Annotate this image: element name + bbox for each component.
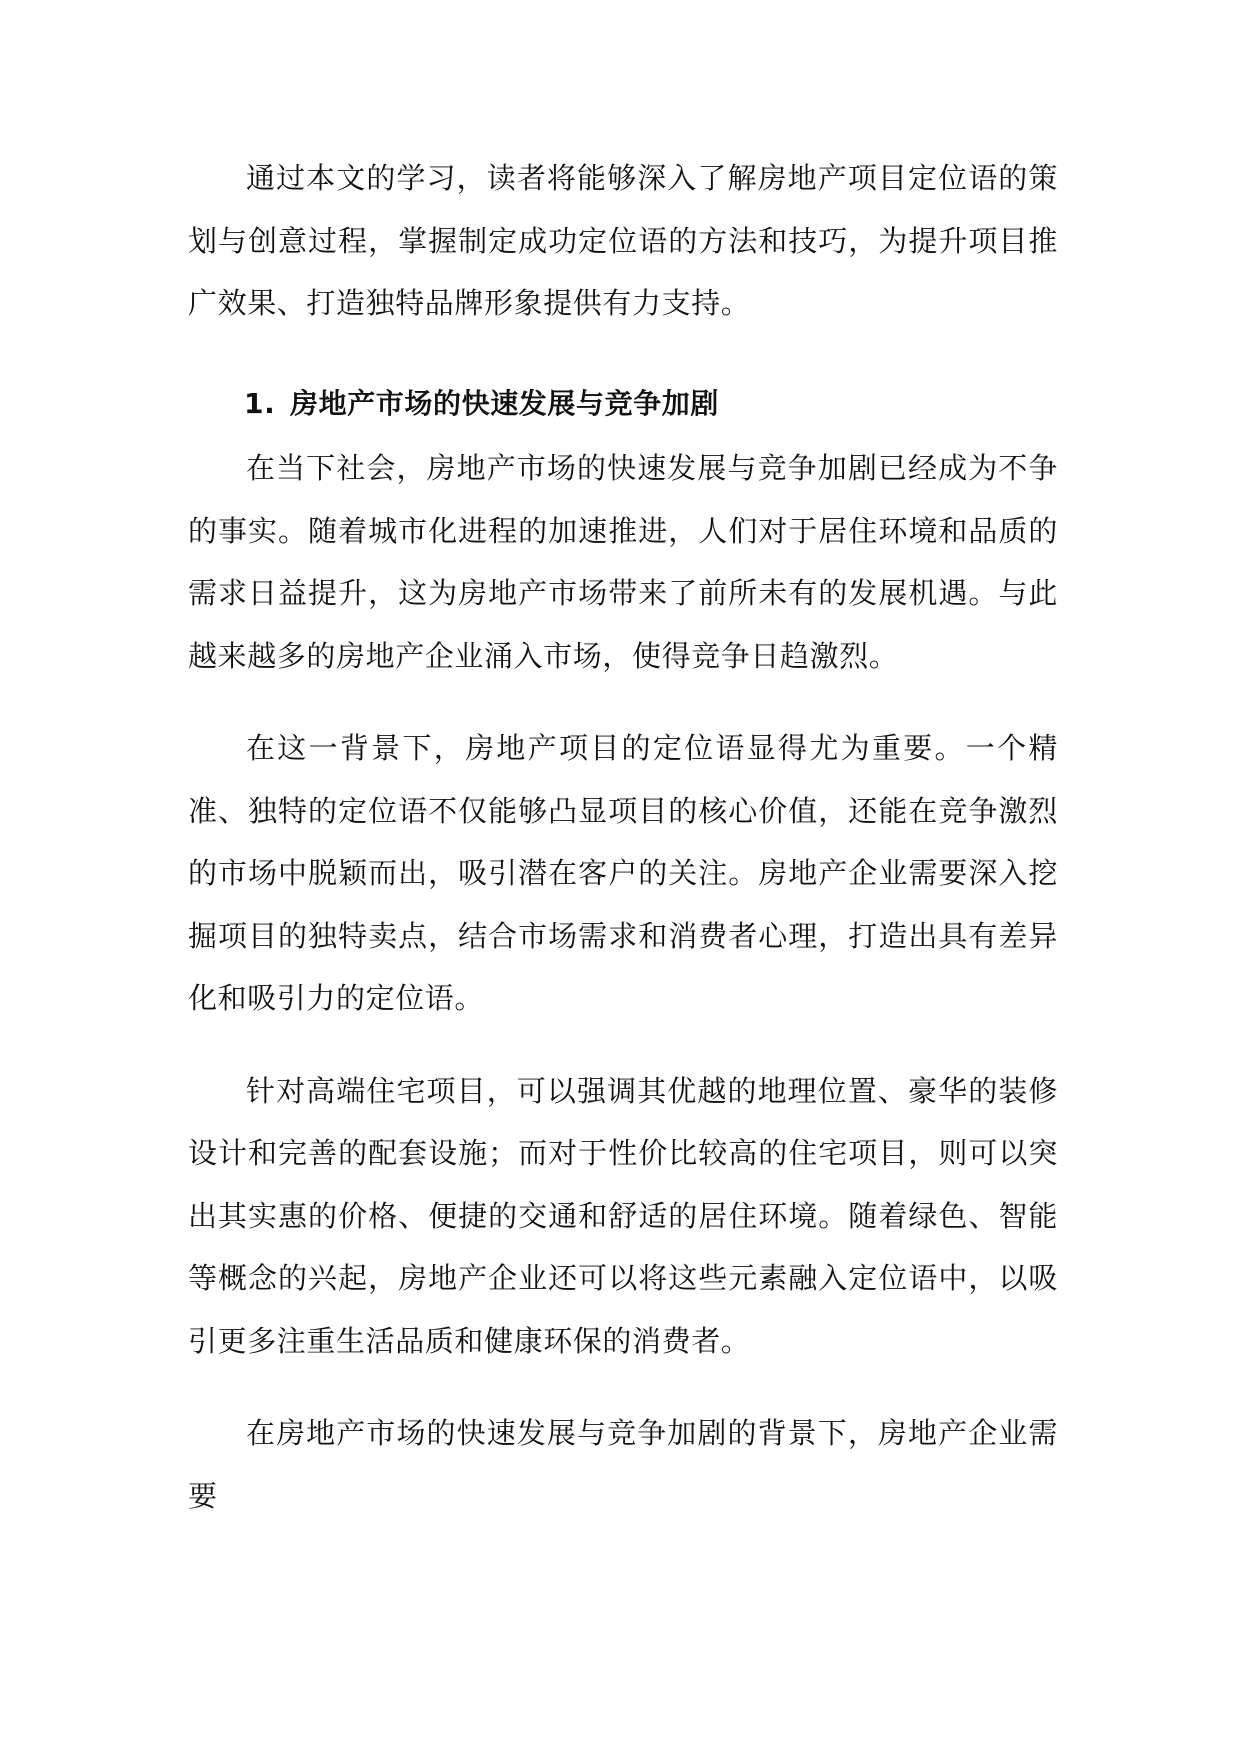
intro-paragraph: 通过本文的学习，读者将能够深入了解房地产项目定位语的策划与创意过程，掌握制定成功定位语的方法和技巧，为提升项目推广效果、打造独特品牌形象提供有力支持。 <box>188 161 1058 320</box>
body-paragraph-3: 针对高端住宅项目，可以强调其优越的地理位置、豪华的装修设计和完善的配套设施；而对于性价比较高的住宅项目，则可以突出其实惠的价格、便捷的交通和舒适的居住环境。随着绿色、智能等概念的兴起，房地产企业还可以将这些元素融入定位语中，以吸引更多注重生活品质和健康环保的消费者。 <box>188 1073 1058 1358</box>
section-number: 1. <box>244 386 276 420</box>
section-title: 房地产市场的快速发展与竞争加剧 <box>290 386 720 420</box>
body-paragraph-2: 在这一背景下，房地产项目的定位语显得尤为重要。一个精准、独特的定位语不仅能够凸显项目的核心价值，还能在竞争激烈的市场中脱颖而出，吸引潜在客户的关注。房地产企业需要深入挖掘项目的独特卖点，结合市场需求和消费者心理，打造出具有差异化和吸引力的定位语。 <box>188 731 1058 1015</box>
body-paragraph-1: 在当下社会，房地产市场的快速发展与竞争加剧已经成为不争的事实。随着城市化进程的加速推进，人们对于居住环境和品质的需求日益提升，这为房地产市场带来了前所未有的发展机遇。与此越来越多的房地产企业涌入市场，使得竞争日趋激烈。 <box>188 451 1058 673</box>
body-paragraph-4: 在房地产市场的快速发展与竞争加剧的背景下，房地产企业需要 <box>188 1416 1058 1513</box>
document-body <box>188 147 1058 1527</box>
section-heading <box>188 373 1058 436</box>
